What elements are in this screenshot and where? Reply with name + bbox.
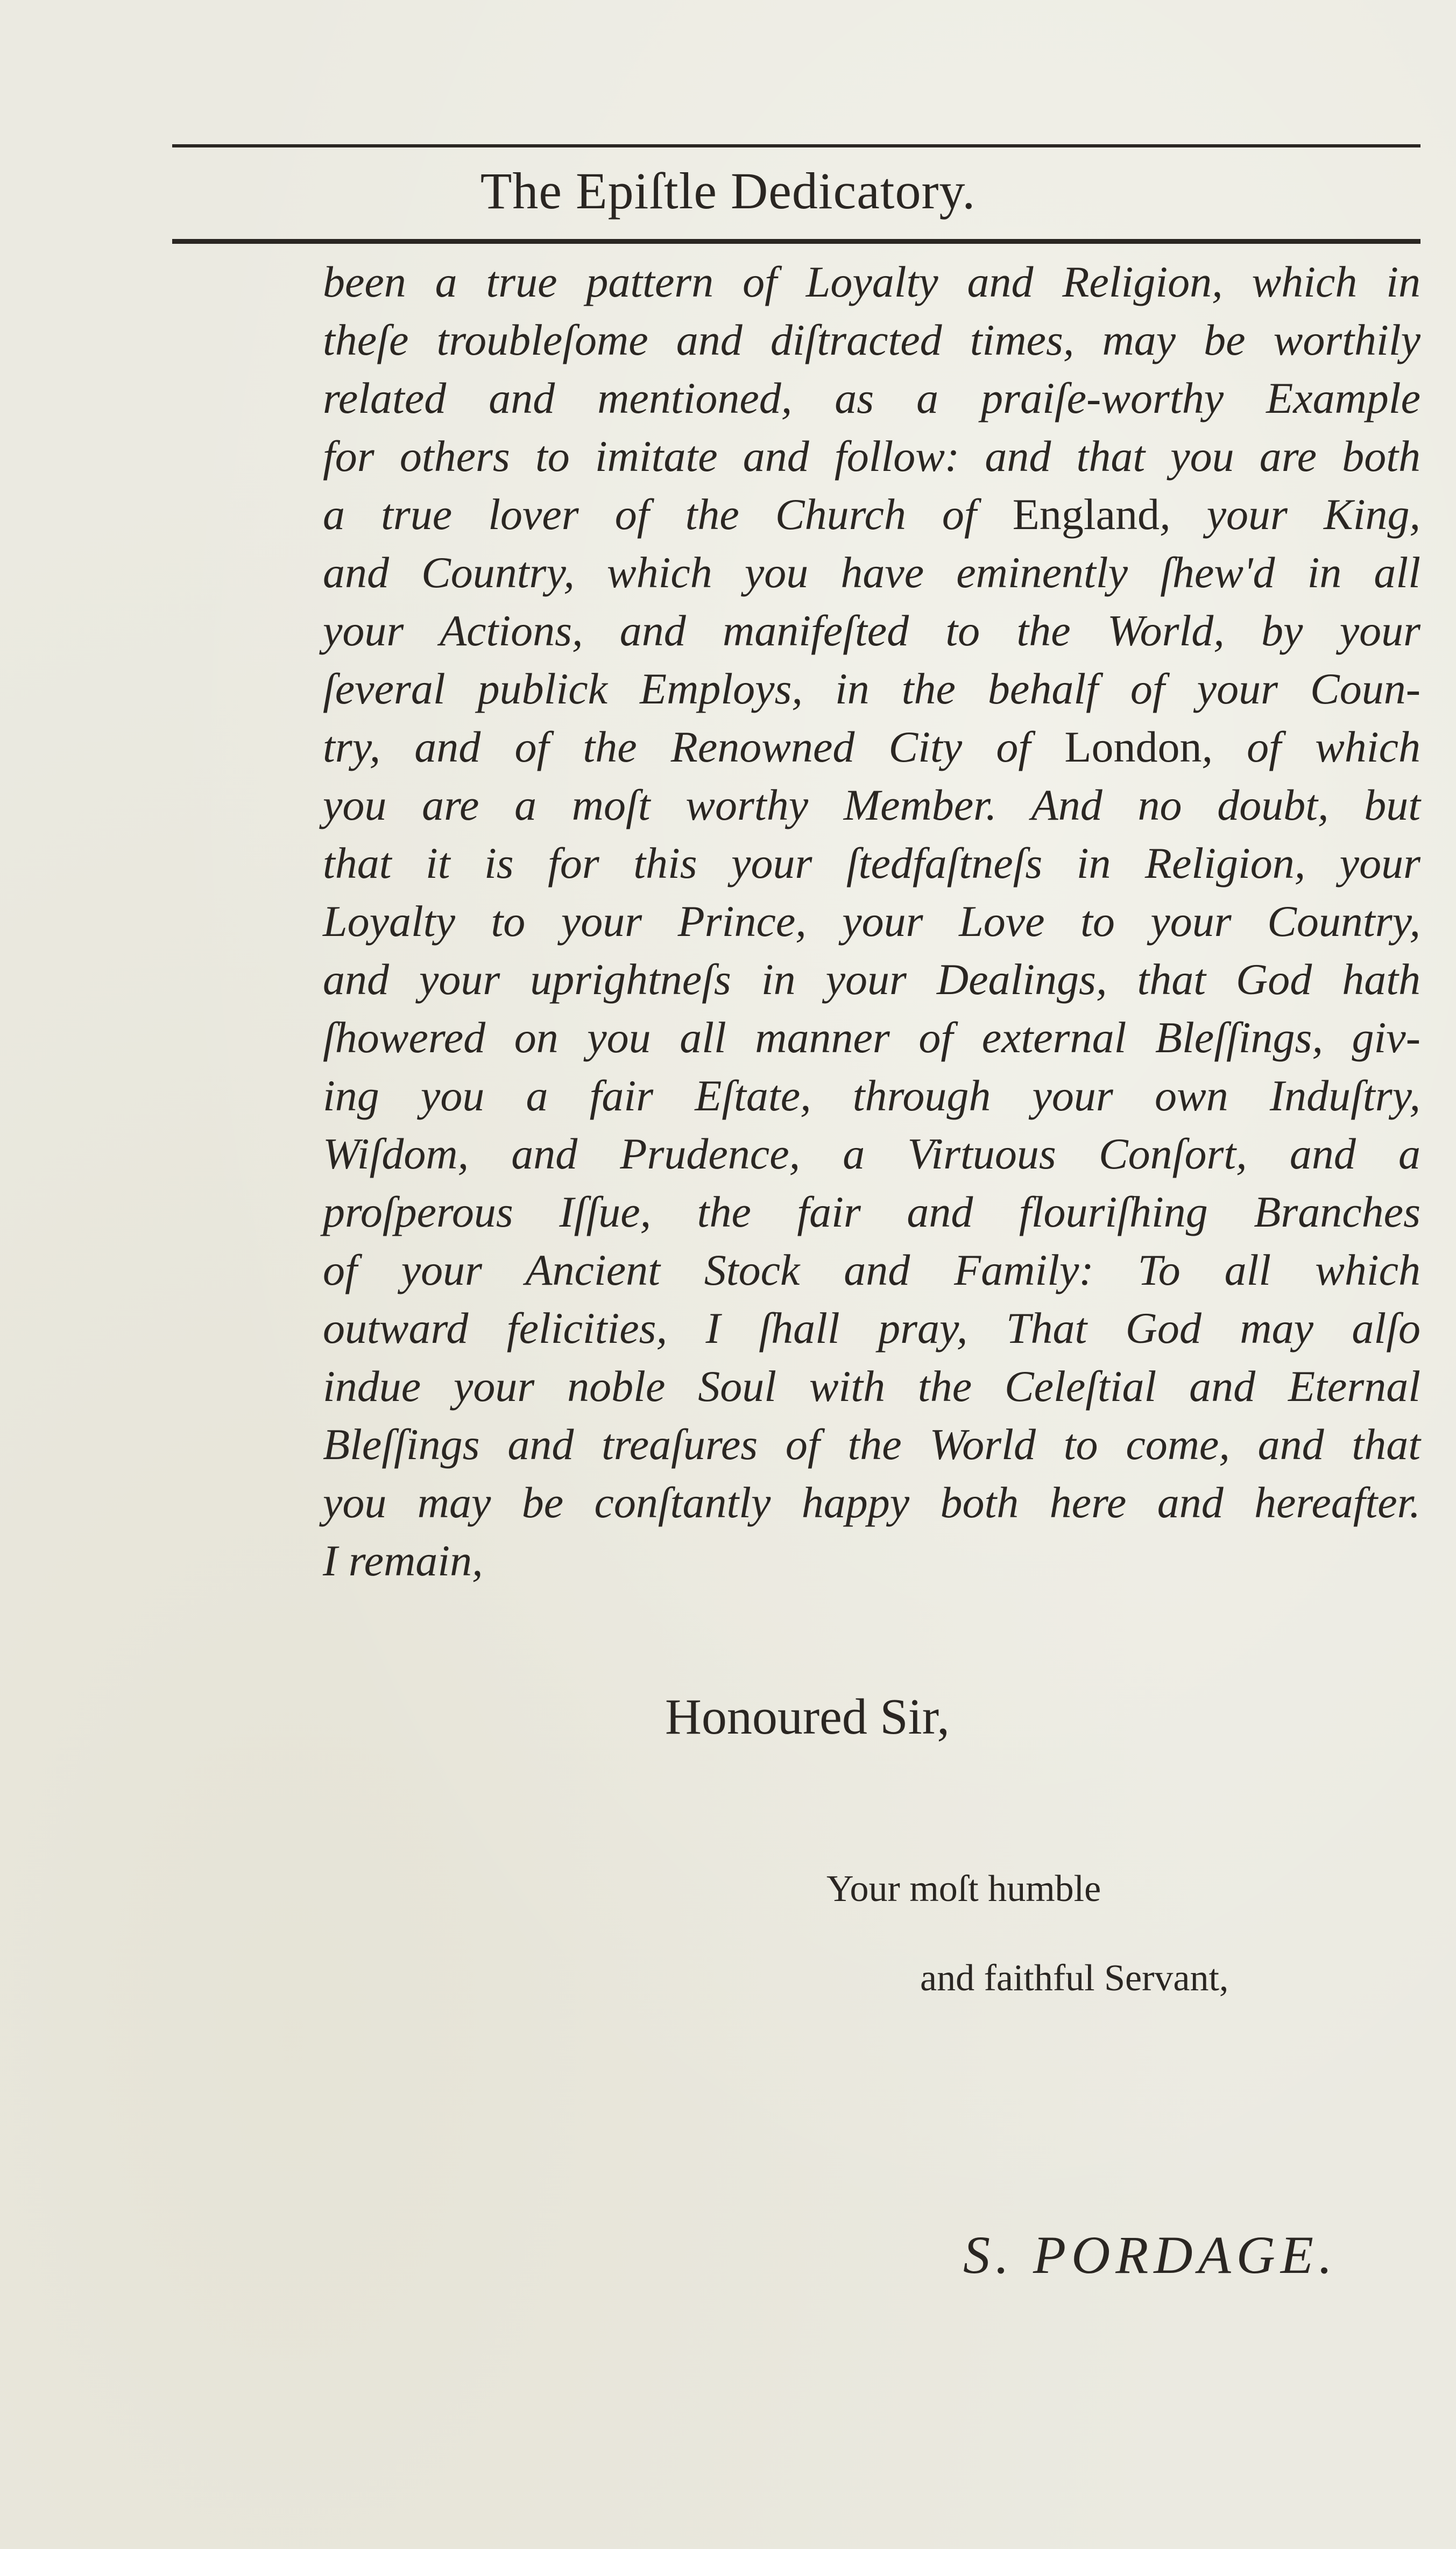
text-line — [323, 950, 1420, 1009]
text-segment: for others to imitate and follow: and that you are both — [323, 432, 1420, 481]
running-head: The Epiſtle Dedicatory. — [480, 162, 976, 220]
text-line — [323, 660, 1420, 718]
text-segment: Wiſdom, and Prudence, a Virtuous Conſort, and a — [323, 1129, 1420, 1178]
salutation: Honoured Sir, — [665, 1689, 950, 1745]
text-segment: try, and of the Renowned City of — [323, 722, 1065, 771]
text-segment: been a true pattern of Loyalty and Religion, which in — [323, 257, 1420, 306]
text-line — [323, 369, 1420, 427]
text-line — [323, 253, 1420, 311]
roman-word: London — [1064, 722, 1202, 771]
text-segment: a true lover of the Church of — [323, 490, 1013, 539]
text-segment: Loyalty to your Prince, your Love to your Country, — [323, 897, 1420, 946]
text-line — [323, 1474, 1420, 1532]
text-segment: indue your noble Soul with the Celeſtial and Eternal — [323, 1362, 1420, 1411]
text-line — [323, 544, 1420, 602]
text-segment: Bleſſings and treaſures of the World to come, and that — [323, 1420, 1420, 1469]
text-segment: of your Ancient Stock and Family: To all which — [323, 1245, 1420, 1294]
text-line — [323, 427, 1420, 485]
text-segment: outward felicities, I ſhall pray, That God may alſo — [323, 1304, 1420, 1353]
text-line — [323, 311, 1420, 369]
text-segment: your Actions, and manifeſted to the World, by your — [323, 606, 1420, 655]
header-rule-bottom — [172, 239, 1420, 244]
text-segment: you are a moſt worthy Member. And no doubt, but — [323, 780, 1420, 829]
text-segment: and Country, which you have eminently ſhew'd in all — [323, 548, 1420, 597]
signature: S. PORDAGE. — [963, 2225, 1338, 2285]
dedication-text — [323, 253, 1420, 1590]
text-line — [323, 1416, 1420, 1474]
text-line — [323, 1357, 1420, 1416]
text-line — [323, 1009, 1420, 1067]
text-segment: proſperous Iſſue, the fair and flouriſhing Branches — [323, 1187, 1420, 1236]
text-line — [323, 1299, 1420, 1357]
text-line — [323, 834, 1420, 892]
text-segment: ſeveral publick Employs, in the behalf of your Coun- — [323, 664, 1420, 713]
text-line — [323, 1183, 1420, 1241]
text-segment: theſe troubleſome and diſtracted times, may be worthily — [323, 315, 1420, 364]
text-segment: , your King, — [1160, 490, 1420, 539]
closing-line-2: and faithful Servant, — [920, 1957, 1229, 1999]
text-line — [323, 1067, 1420, 1125]
text-segment: and your uprightneſs in your Dealings, that God hath — [323, 955, 1420, 1004]
text-segment: ſhowered on you all manner of external Bleſſings, giv- — [323, 1013, 1420, 1062]
text-segment: , of which — [1201, 722, 1420, 771]
text-line — [323, 1241, 1420, 1299]
text-segment: related and mentioned, as a praiſe-worthy Example — [323, 374, 1420, 423]
text-line — [323, 602, 1420, 660]
text-segment: you may be conſtantly happy both here and hereafter. — [323, 1478, 1420, 1527]
header-rule-top — [172, 144, 1420, 147]
text-segment: I remain, — [323, 1536, 483, 1585]
text-line — [323, 718, 1420, 776]
text-segment: that it is for this your ſtedfaſtneſs in Religion, your — [323, 839, 1420, 888]
closing-line-1: Your moſt humble — [826, 1868, 1101, 1910]
roman-word: England — [1012, 490, 1160, 539]
text-line — [323, 892, 1420, 950]
text-line — [323, 1532, 1420, 1590]
text-line — [323, 485, 1420, 544]
text-line — [323, 1125, 1420, 1183]
text-segment: ing you a fair Eſtate, through your own Induſtry, — [323, 1071, 1420, 1120]
text-line — [323, 776, 1420, 834]
